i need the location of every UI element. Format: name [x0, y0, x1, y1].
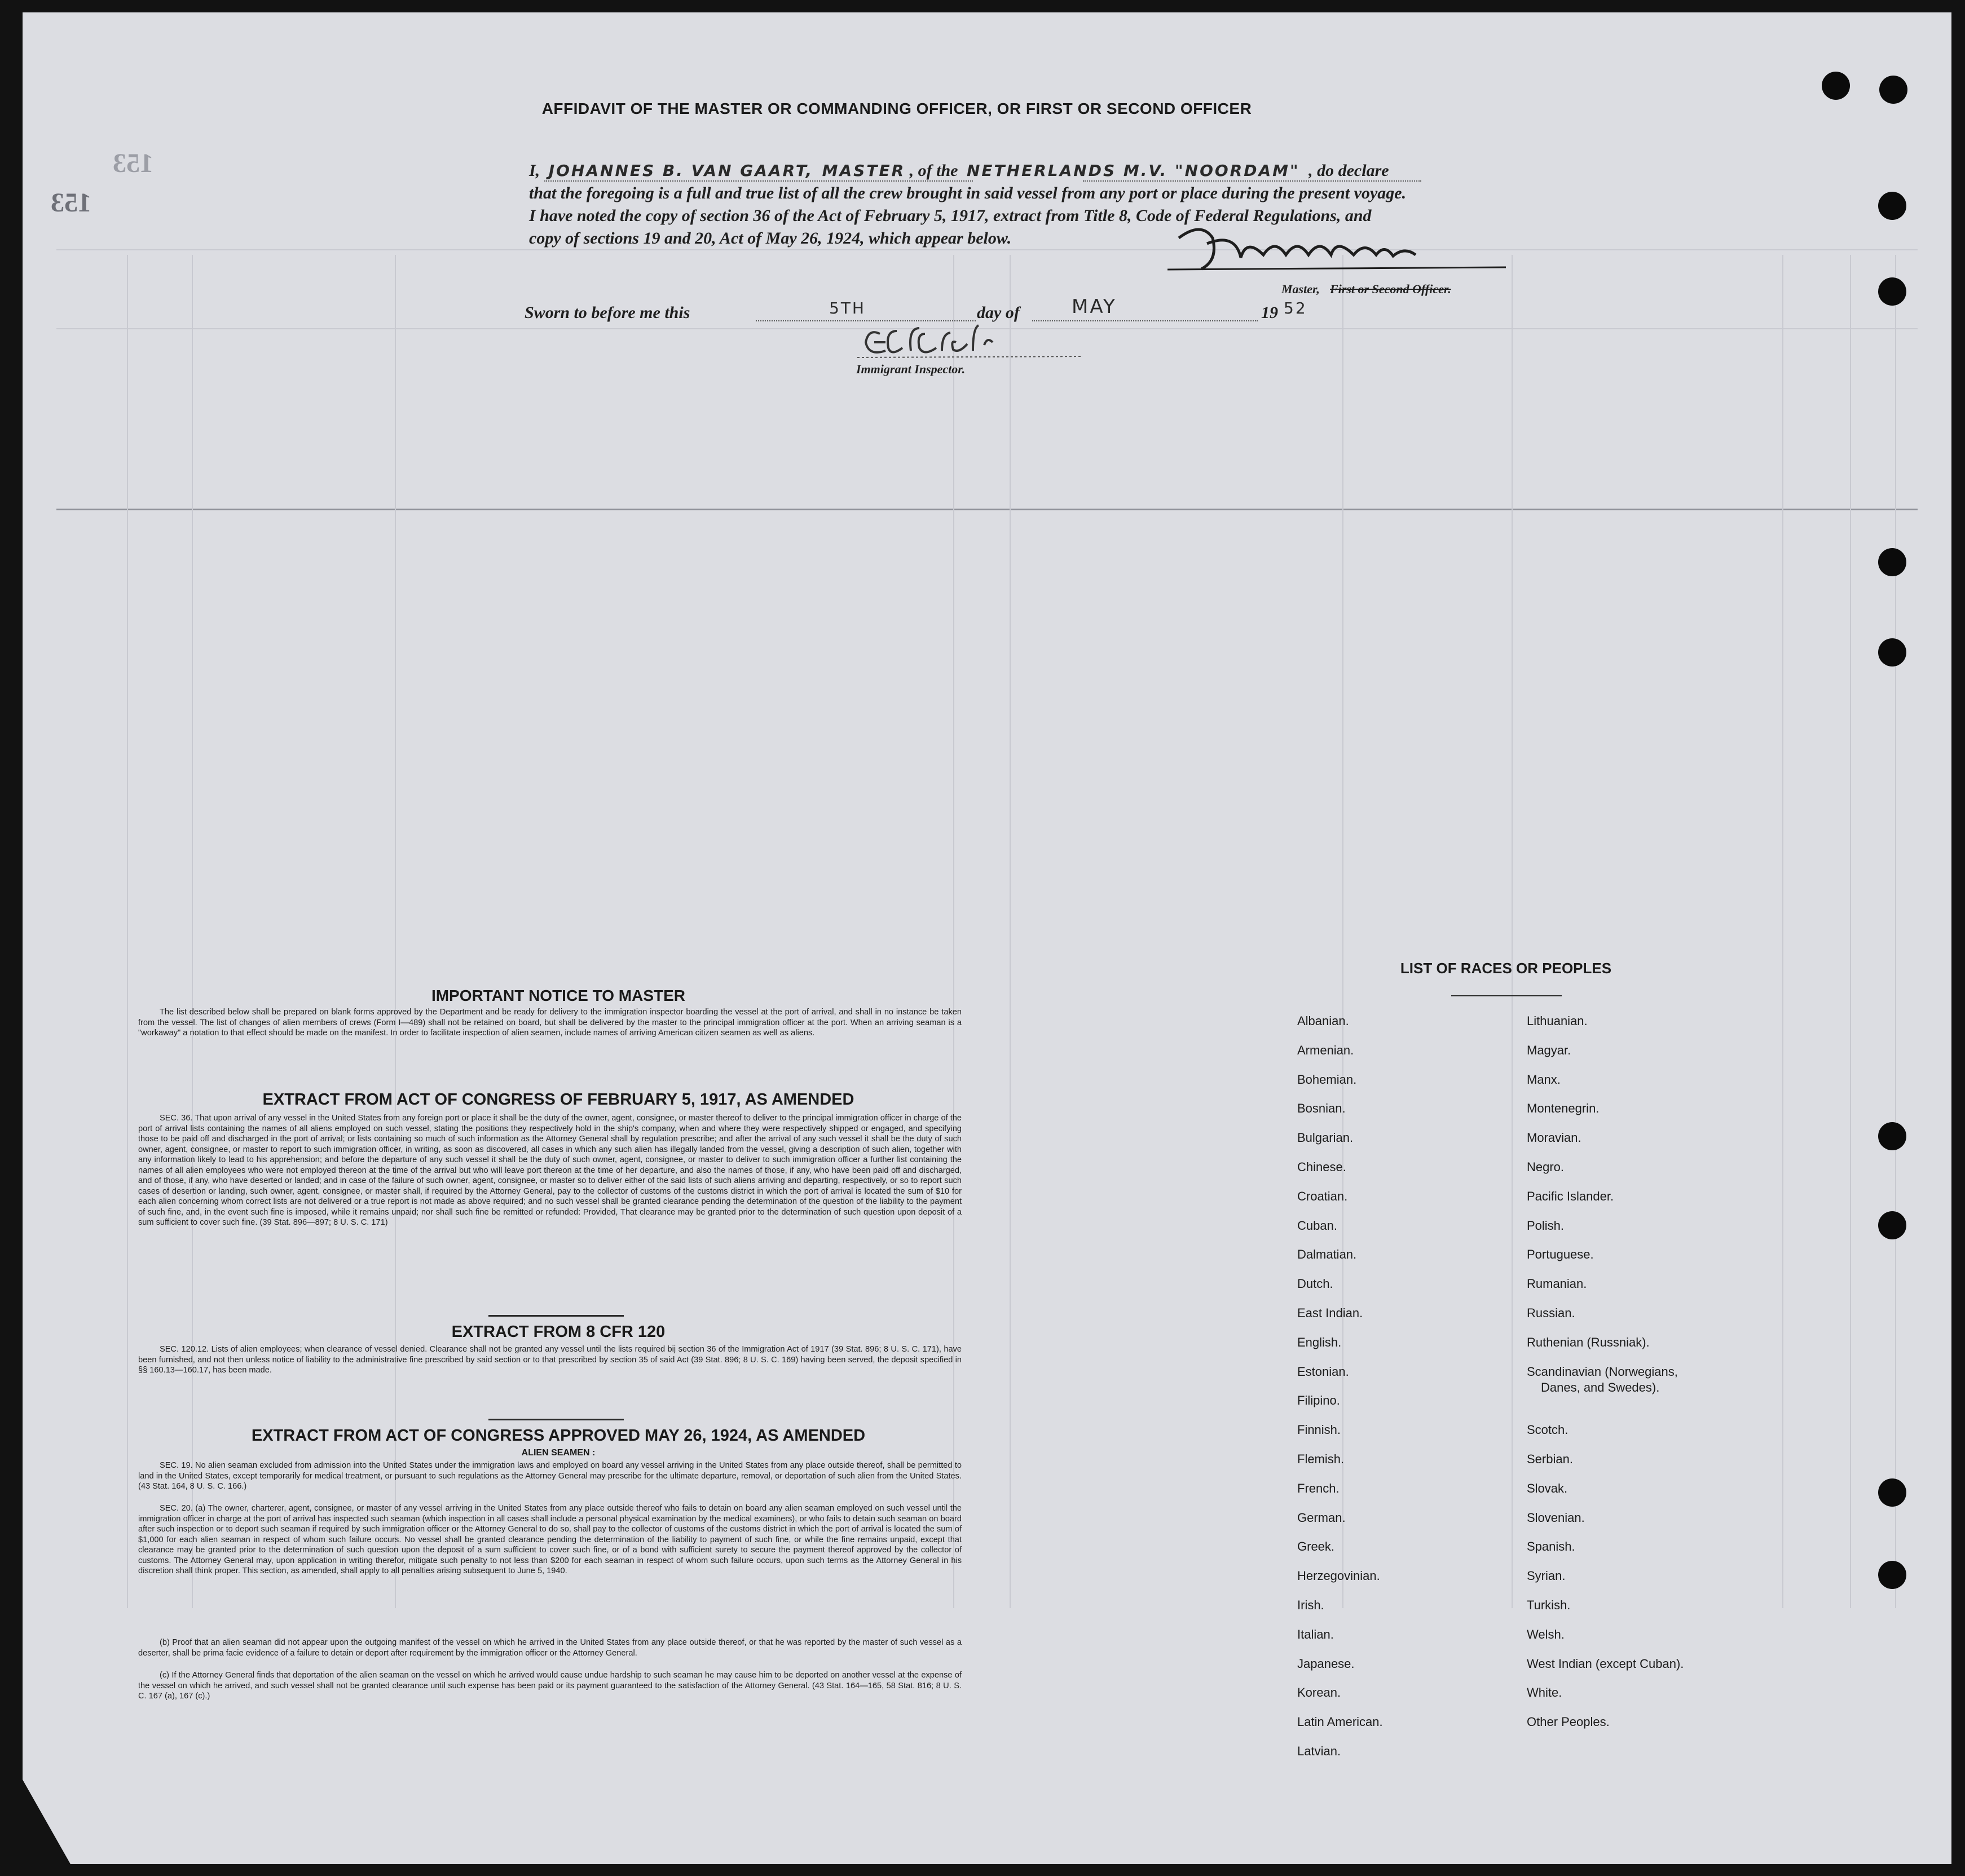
punch-hole: [1878, 1122, 1906, 1150]
affidavit-line-4: copy of sections 19 and 20, Act of May 26, 1924, which appear below.: [529, 229, 1012, 248]
race-item: Pacific Islander.: [1527, 1189, 1614, 1203]
section-divider: [488, 1315, 624, 1317]
vessel-name-line: [1083, 180, 1421, 182]
race-item: Negro.: [1527, 1160, 1565, 1174]
race-item: East Indian.: [1297, 1306, 1363, 1320]
race-item: Portuguese.: [1527, 1247, 1594, 1262]
race-item: Danes, and Swedes).: [1541, 1380, 1660, 1394]
ghost-ruling: [56, 509, 1918, 510]
race-item: Flemish.: [1297, 1452, 1345, 1466]
affidavit-prefix: I,: [529, 161, 540, 180]
race-item: Ruthenian (Russniak).: [1527, 1335, 1650, 1349]
race-item: Croatian.: [1297, 1189, 1348, 1203]
race-item: Filipino.: [1297, 1393, 1340, 1408]
margin-number-b: 153: [51, 188, 91, 218]
punch-hole: [1878, 1561, 1906, 1589]
race-item: White.: [1527, 1685, 1562, 1700]
race-item: Cuban.: [1297, 1218, 1337, 1233]
folded-corner: [23, 1780, 71, 1864]
race-item: Korean.: [1297, 1685, 1341, 1700]
race-item: Rumanian.: [1527, 1277, 1587, 1291]
race-item: Herzegovinian.: [1297, 1569, 1380, 1583]
race-item: Estonian.: [1297, 1364, 1349, 1379]
ghost-column: [1342, 255, 1343, 1608]
race-item: Bohemian.: [1297, 1072, 1357, 1087]
punch-hole: [1879, 76, 1907, 104]
sworn-month: MAY: [1072, 295, 1117, 318]
notice-body: The list described below shall be prepared on blank forms approved by the Department and be ready for delivery to the immigration inspector boarding the vessel at the port of arrival, and shall in no instance be taken from the vessel. The list of changes of alien members of crews (Form I—489) shall not be retained on board, but shall be delivered by the master to the principal immigration officer at the port. When an arriving seaman is a "workaway" a notation to that effect should be made on the manifest. In order to facilitate inspection of alien seamen, include names of arriving American citizen seamen as well as aliens.: [138, 1008, 962, 1038]
race-item: Montenegrin.: [1527, 1101, 1600, 1116]
ghost-column: [1782, 255, 1783, 1608]
race-item: Chinese.: [1297, 1160, 1346, 1174]
ghost-column: [192, 255, 193, 1608]
ghost-column: [1850, 255, 1851, 1608]
race-item: Other Peoples.: [1527, 1715, 1610, 1729]
day-of-label: day of: [977, 303, 1020, 322]
race-item: Scandinavian (Norwegians,: [1527, 1364, 1678, 1379]
punch-hole: [1878, 548, 1906, 576]
affidavit-line-3: I have noted the copy of section 36 of the Act of February 5, 1917, extract from Title 8, Code of Federal Regulations, and: [529, 206, 1372, 225]
of-the-label: , of the: [909, 161, 958, 180]
year-suffix: 52: [1284, 299, 1307, 317]
ghost-column: [953, 255, 954, 1608]
punch-hole: [1822, 72, 1850, 100]
race-item: Magyar.: [1527, 1043, 1571, 1057]
race-item: Bulgarian.: [1297, 1131, 1354, 1145]
race-item: Greek.: [1297, 1539, 1335, 1554]
ghost-column: [127, 255, 128, 1608]
extract-1917-title: EXTRACT FROM ACT OF CONGRESS OF FEBRUARY 5, 1917, AS AMENDED: [262, 1091, 854, 1109]
race-item: German.: [1297, 1510, 1346, 1525]
races-title: LIST OF RACES OR PEOPLES: [1400, 960, 1612, 977]
punch-hole: [1878, 1478, 1906, 1507]
sworn-prefix: Sworn to before me this: [525, 303, 690, 322]
extract-1924-subtitle: ALIEN SEAMEN :: [521, 1448, 596, 1458]
race-item: Slovak.: [1527, 1481, 1568, 1495]
race-item: Bosnian.: [1297, 1101, 1346, 1116]
master-name-line: [544, 180, 973, 182]
extract-1924-sec20c: (c) If the Attorney General finds that deportation of the alien seaman on the vessel on which he arrived would cause undue hardship to such seaman he may cause him to be deported on another vessel at the expense of the vessel on which he arrived, and such vessel shall not be granted clearance until such expense has been paid or its payment guaranteed to the satisfaction of the Attorney General. (43 Stat. 164—165, 58 Stat. 816; 8 U. S. C. 167 (a), 167 (c).): [138, 1671, 962, 1701]
notice-title: IMPORTANT NOTICE TO MASTER: [431, 987, 686, 1004]
race-item: Spanish.: [1527, 1539, 1575, 1554]
race-item: Welsh.: [1527, 1627, 1565, 1641]
affidavit-line-2: that the foregoing is a full and true list of all the crew brought in said vessel from any port or place during the present voyage.: [529, 184, 1407, 202]
affidavit-title: AFFIDAVIT OF THE MASTER OR COMMANDING OFFICER, OR FIRST OR SECOND OFFICER: [541, 100, 1252, 117]
race-item: Syrian.: [1527, 1569, 1566, 1583]
race-item: Latvian.: [1297, 1744, 1341, 1758]
ghost-column: [395, 255, 396, 1608]
race-item: West Indian (except Cuban).: [1527, 1656, 1684, 1671]
race-item: Latin American.: [1297, 1715, 1383, 1729]
punch-hole: [1878, 192, 1906, 220]
race-item: Russian.: [1527, 1306, 1575, 1320]
extract-1917-body: SEC. 36. That upon arrival of any vessel in the United States from any foreign port or place it shall be the duty of the owner, agent, consignee, or master thereof to deliver to the principal immigration officer in charge of the port of arrival lists containing the names of all aliens employed on such vessel, stating the positions they respectively hold in the ship's company, when and where they were respectively shipped or engaged, and specifying those to be paid off and discharged in the port of arrival; or lists containing so much of such information as the Attorney General shall by regulation prescribe; and after the arrival of any such vessel it shall be the duty of such owner, agent, consignee, or master to report to such immigration officer, in writing, as soon as discovered, all cases in which any such alien has illegally landed from the vessel, giving a description of such alien, together with any information likely to lead to his apprehension; and before the departure of any such vessel it shall be the duty of such owner, agent, consignee, or master to deliver to such immigration officer a further list containing the names of all alien employees who were not employed thereon at the time of the arrival but who will leave port thereon at the time of her departure, and also the names of those, if any, who have been paid off and discharged, and of those, if any, who have deserted or landed; and in case of the failure of such owner, agent, consignee, or master so to deliver either of the said lists of such aliens arriving and departing, respectively, or so to report such cases of desertion or landing, such owner, agent, consignee, or master shall, if required by the Attorney General, pay to the collector of customs of the customs district in which the port of arrival is located the sum of $10 for each alien concerning whom correct lists are not delivered or a true report is not made as above required; and no such vessel shall be granted clearance pending the determination of the question of the liability to the payment of such fine, and, in the event such fine is imposed, while it remains unpaid; nor shall such fine be remitted or refunded: Provided, That clearance may be granted prior to the determination of such question upon deposit of a sum sufficient to cover such fine. (39 Stat. 896—897; 8 U. S. C. 171): [138, 1114, 962, 1227]
extract-1924-sec20b: (b) Proof that an alien seaman did not appear upon the outgoing manifest of the vessel on which he arrived in the United States from any place outside thereof, or that he was reported by the master of such vessel as a deserter, shall be prima facie evidence of a failure to detain or deport after requirement by the immigration officer or the Attorney General.: [138, 1638, 962, 1658]
inspector-signature: [857, 317, 1094, 368]
race-item: Armenian.: [1297, 1043, 1354, 1057]
punch-hole: [1878, 1211, 1906, 1239]
master-rank: MASTER: [822, 161, 906, 180]
declare-label: , do declare: [1308, 161, 1389, 180]
year-prefix: 19: [1261, 303, 1278, 322]
affidavit-line-1: [529, 160, 1533, 182]
race-item: Dalmatian.: [1297, 1247, 1357, 1262]
race-item: Moravian.: [1527, 1131, 1581, 1145]
section-divider: [488, 1419, 624, 1420]
officer-label-struck: First or Second Officer.: [1330, 282, 1451, 296]
races-title-underline: [1451, 995, 1562, 996]
ghost-column: [1895, 255, 1896, 1608]
race-item: Manx.: [1527, 1072, 1561, 1087]
extract-cfr-title: EXTRACT FROM 8 CFR 120: [451, 1323, 666, 1341]
sworn-day: 5TH: [829, 299, 866, 317]
race-item: Dutch.: [1297, 1277, 1333, 1291]
ghost-column: [1010, 255, 1011, 1608]
master-name: JOHANNES B. VAN GAART,: [548, 161, 814, 180]
race-item: Serbian.: [1527, 1452, 1573, 1466]
race-item: Scotch.: [1527, 1423, 1569, 1437]
extract-1924-title: EXTRACT FROM ACT OF CONGRESS APPROVED MAY 26, 1924, AS AMENDED: [251, 1427, 866, 1445]
race-item: Irish.: [1297, 1598, 1324, 1612]
ghost-ruling: [56, 249, 1918, 250]
race-item: Lithuanian.: [1527, 1014, 1588, 1028]
extract-cfr-body: SEC. 120.12. Lists of alien employees; when clearance of vessel denied. Clearance shall not be granted any vessel until the lists required bij section 36 of the Immigration Act of 1917 (39 Stat. 896; 8 U. S. C. 171), have been furnished, and not then unless notice of liability to the administrative fine prescribed by said section or to that prescribed by section 35 of said Act (39 Stat. 896; 8 U. S. C. 169) having been served, the deposit specified in §§ 160.13—160.17, has been made.: [138, 1345, 962, 1375]
race-item: Italian.: [1297, 1627, 1334, 1641]
race-item: Polish.: [1527, 1218, 1565, 1233]
race-item: Slovenian.: [1527, 1510, 1585, 1525]
vessel-name: NETHERLANDS M.V. "NOORDAM": [966, 161, 1300, 180]
margin-number-a: 153: [113, 148, 153, 178]
manifest-sheet: [23, 12, 1951, 1864]
race-item: Albanian.: [1297, 1014, 1349, 1028]
master-label: Master,: [1281, 282, 1320, 296]
ghost-column: [1512, 255, 1513, 1608]
punch-hole: [1878, 277, 1906, 306]
race-item: Turkish.: [1527, 1598, 1571, 1612]
race-item: Finnish.: [1297, 1423, 1341, 1437]
extract-1924-sec20a: SEC. 20. (a) The owner, charterer, agent, consignee, or master of any vessel arriving in the United States from any place outside thereof who fails to detain on board any alien seaman employed on such vessel until the immigration officer in charge at the port of arrival has inspected such seaman (which inspection in all cases shall include a personal physical examination by the medical examiners), or who fails to detain such seaman on board after such inspection or to deport such seaman if required by such immigration officer or the Attorney General to do so, shall pay to the collector of customs of the customs district in which the port of arrival is located the sum of $1,000 for each alien seaman in respect of whom such failure occurs. No vessel shall be granted clearance pending the determination of the liability to payment of such fine, or while the fine remains unpaid, except that clearance may be granted prior to the determination of such question upon the deposit of a sum sufficient to cover such fine, or of a bond with sufficient surety to secure the payment thereof approved by the collector of customs. The Attorney General may, upon application in writing therefor, mitigate such penalty to not less than $200 for each seaman in respect of whom such failure occurs, upon such terms as the Attorney General in his discretion shall think proper. This section, as amended, shall apply to all penalties arising subsequent to June 5, 1940.: [138, 1504, 962, 1575]
punch-hole: [1878, 638, 1906, 666]
race-item: Japanese.: [1297, 1656, 1355, 1671]
master-signature: [1167, 215, 1528, 283]
extract-1924-sec19: SEC. 19. No alien seaman excluded from admission into the United States under the immigration laws and employed on board any vessel arriving in the United States from any place outside thereof, shall be permitted to land in the United States, except temporarily for medical treatment, or pursuant to such regulations as the Attorney General may prescribe for the ultimate departure, removal, or deportation of such alien from the United States. (43 Stat. 164, 8 U. S. C. 166.): [138, 1461, 962, 1491]
race-item: English.: [1297, 1335, 1342, 1349]
race-item: French.: [1297, 1481, 1340, 1495]
inspector-label: Immigrant Inspector.: [856, 362, 966, 376]
